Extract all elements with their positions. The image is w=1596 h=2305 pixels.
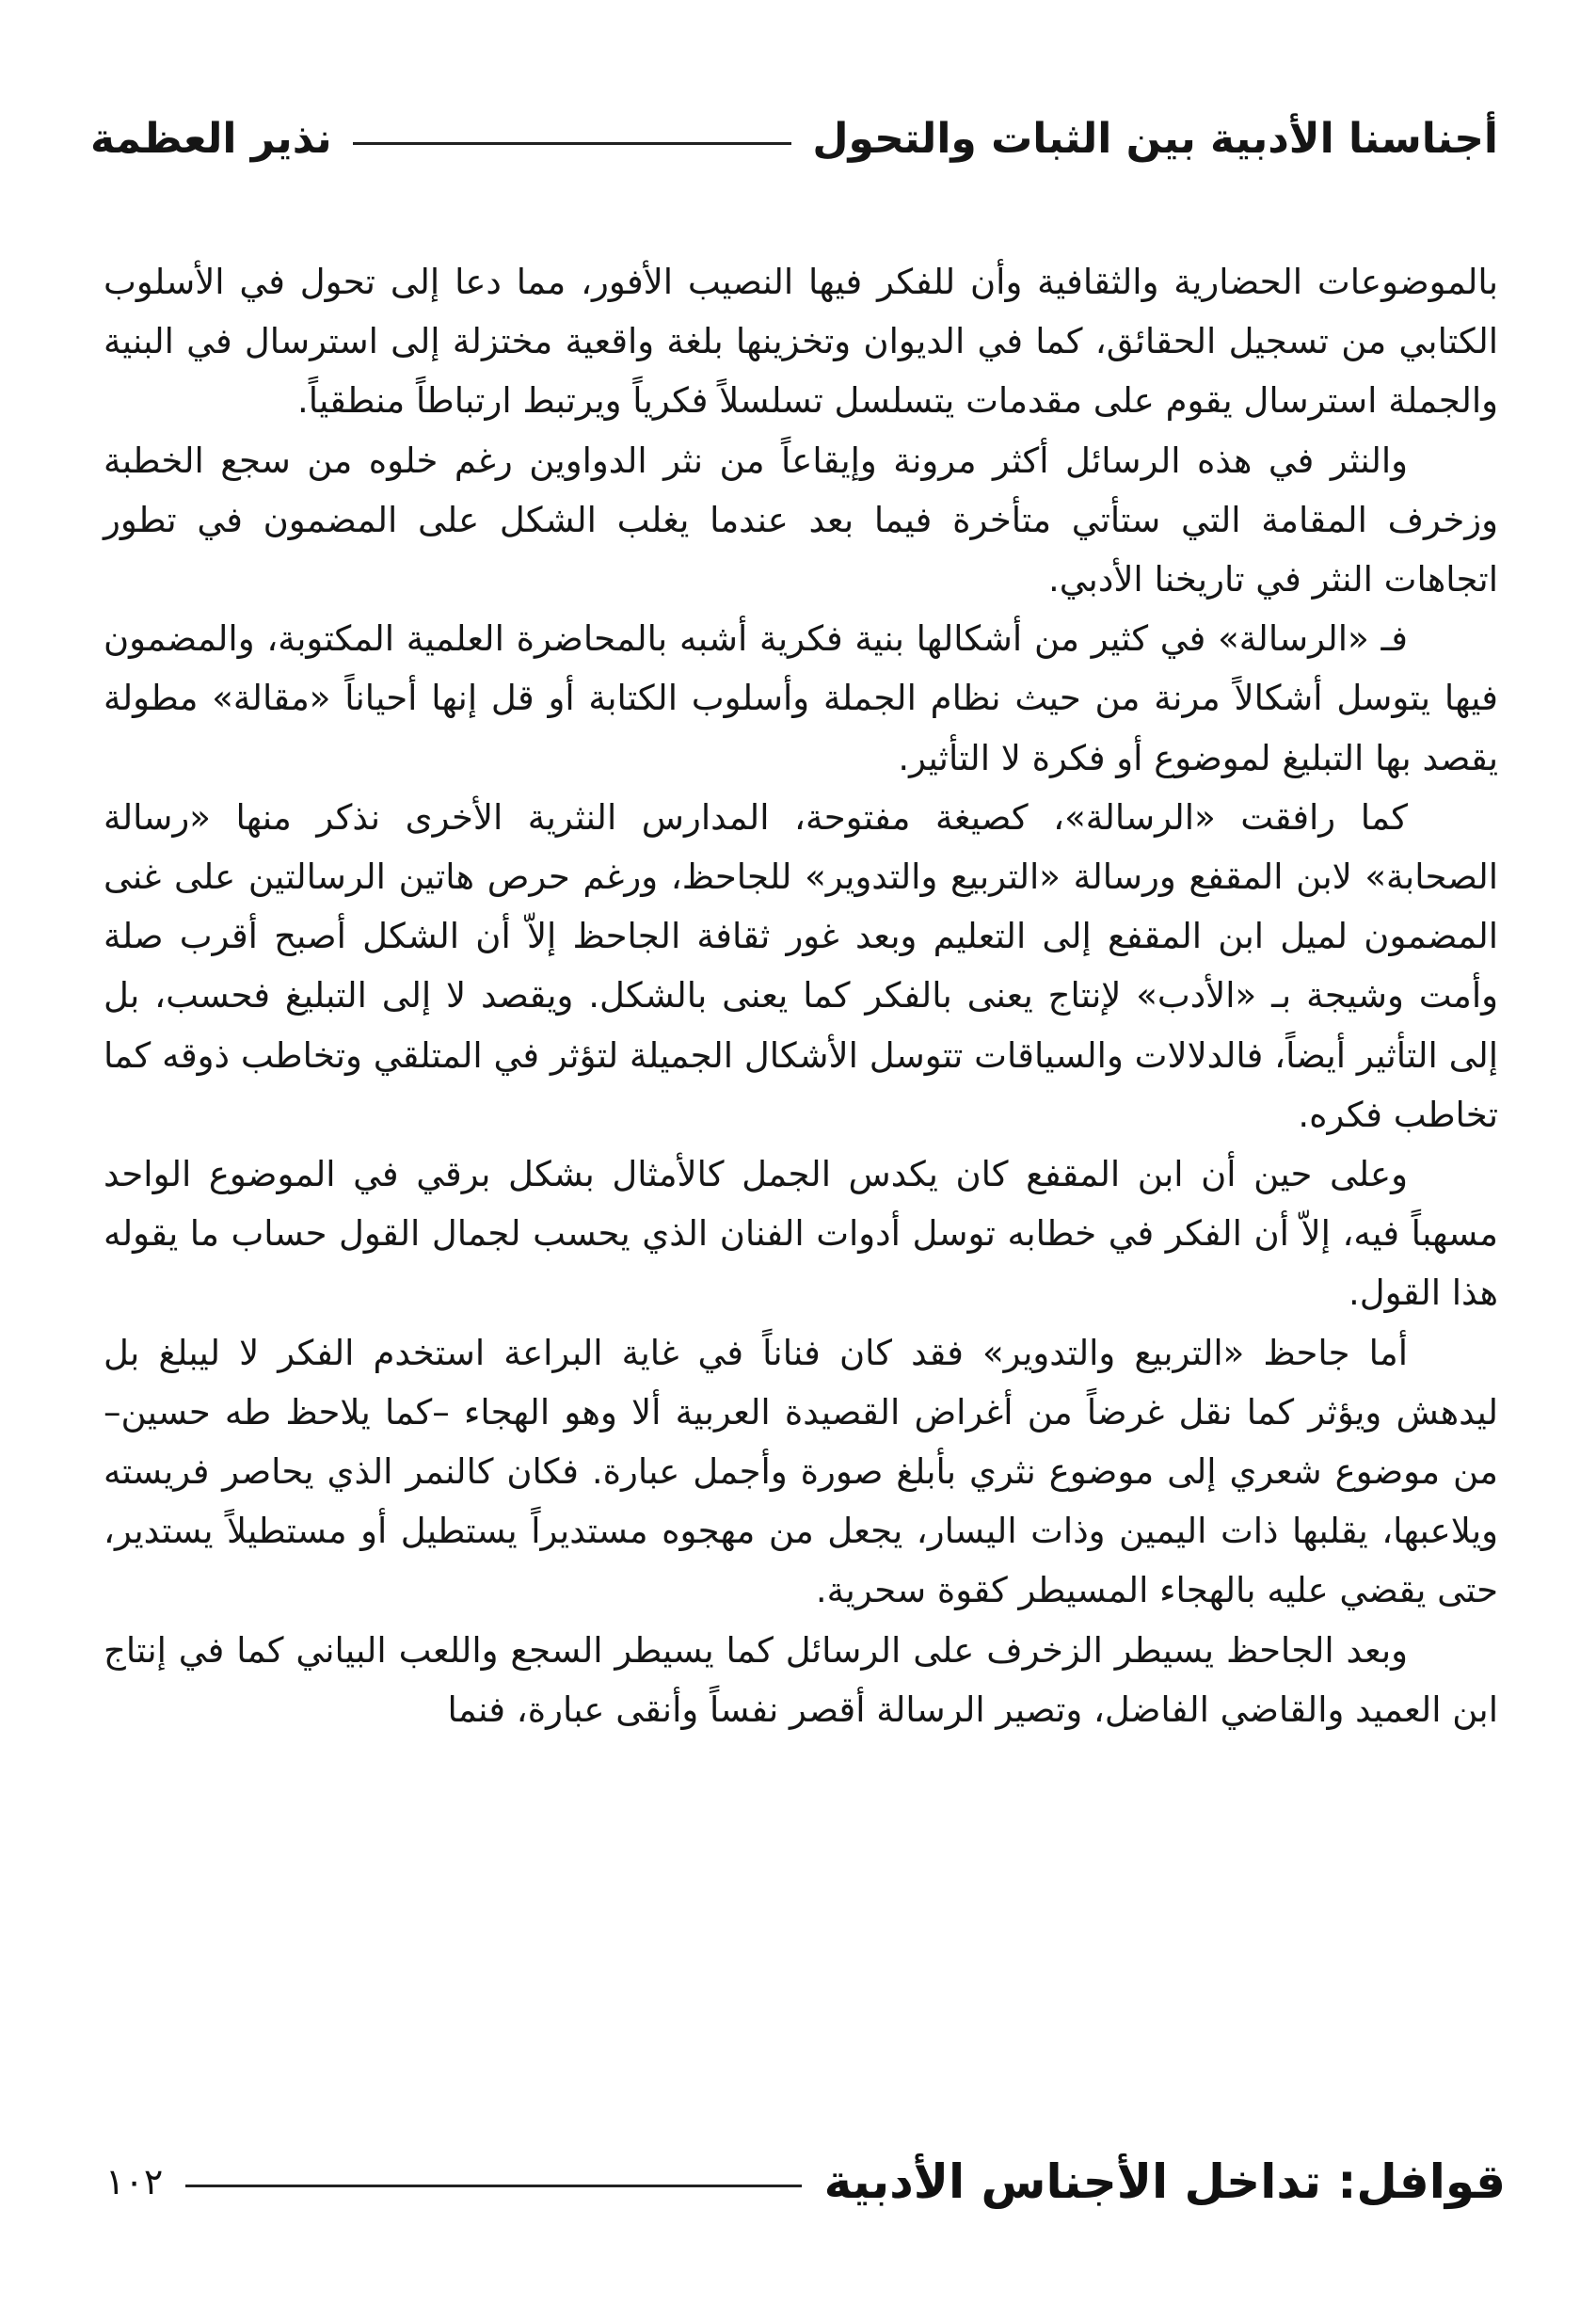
- author-name: نذير العظمة: [90, 114, 332, 163]
- paragraph: فـ «الرسالة» في كثير من أشكالها بنية فكرية أشبه بالمحاضرة العلمية المكتوبة، والمضمون فيها يتوسل أشكالاً مرنة من حيث نظام الجملة وأسلوب الكتابة أو قل إنها أحياناً «مقالة» مطولة يقصد بها التبليغ لموضوع أو فكرة لا التأثير.: [104, 618, 1498, 778]
- paragraph: والنثر في هذه الرسائل أكثر مرونة وإيقاعاً من نثر الدواوين رغم خلوه من سجع الخطبة وزخرف المقامة التي ستأتي متأخرة فيما بعد عندما يغلب الشكل على المضمون في تطور اتجاهات النثر في تاريخنا الأدبي.: [104, 440, 1498, 600]
- running-footer: [105, 2144, 1506, 2219]
- page-number: ١٠٢: [105, 2161, 164, 2202]
- paragraph: بالموضوعات الحضارية والثقافية وأن للفكر فيها النصيب الأفور، مما دعا إلى تحول في الأسلوب الكتابي من تسجيل الحقائق، كما في الديوان وتخزينها بلغة واقعية مختزلة إلى استرسال في البنية والجملة استرسال يقوم على مقدمات يتسلسل تسلسلاً فكرياً ويرتبط ارتباطاً منطقياً.: [104, 262, 1498, 422]
- series-title: قوافل: تداخل الأجناس الأدبية: [823, 2154, 1506, 2209]
- paragraph: أما جاحظ «التربيع والتدوير» فقد كان فناناً في غاية البراعة استخدم الفكر لا ليبلغ بل ليدهش ويؤثر كما نقل غرضاً من أغراض القصيدة العربية ألا وهو الهجاء –كما يلاحظ طه حسين– من موضوع شعري إلى موضوع نثري بأبلغ صورة وأجمل عبارة. فكان كالنمر الذي يحاصر فريسته ويلاعبها، يقلبها ذات اليمين وذات اليسار، يجعل من مهجوه مستديراً يستطيل أو مستطيلاً يستدير، حتى يقضي عليه بالهجاء المسيطر كقوة سحرية.: [104, 1332, 1498, 1611]
- paragraph: كما رافقت «الرسالة»، كصيغة مفتوحة، المدارس النثرية الأخرى نذكر منها «رسالة الصحابة» لابن المقفع ورسالة «التربيع والتدوير» للجاحظ، ورغم حرص هاتين الرسالتين على غنى المضمون لميل ابن المقفع إلى التعليم وبعد غور ثقافة الجاحظ إلاّ أن الشكل أصبح أقرب صلة وأمت وشيجة بـ «الأدب» لإنتاج يعنى بالفكر كما يعنى بالشكل. ويقصد لا إلى التبليغ فحسب، بل إلى التأثير أيضاً، فالدلالات والسياقات تتوسل الأشكال الجميلة لتؤثر في المتلقي وتخاطب ذوقه كما تخاطب فكره.: [104, 796, 1498, 1135]
- paragraph: وبعد الجاحظ يسيطر الزخرف على الرسائل كما يسيطر السجع واللعب البياني كما في إنتاج ابن العميد والقاضي الفاضل، وتصير الرسالة أقصر نفساً وأنقى عبارة، فنما: [104, 1629, 1498, 1730]
- running-title: أجناسنا الأدبية بين الثبات والتحول: [812, 114, 1498, 163]
- paragraph: وعلى حين أن ابن المقفع كان يكدس الجمل كالأمثال بشكل برقي في الموضوع الواحد مسهباً فيه، إلاّ أن الفكر في خطابه توسل أدوات الفنان الذي يحسب لجمال القول حساب ما يقوله هذا القول.: [104, 1154, 1498, 1314]
- footer-rule: [185, 2185, 801, 2187]
- header-rule: [353, 142, 792, 145]
- running-header: [90, 105, 1498, 171]
- body-text: [104, 252, 1498, 1739]
